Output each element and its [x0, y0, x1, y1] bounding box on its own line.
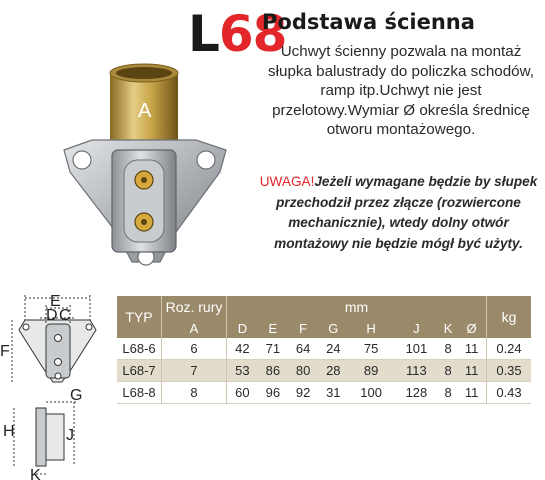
dim-label-d: D	[46, 307, 58, 324]
table-row	[117, 338, 531, 360]
spec-table	[117, 296, 531, 404]
cell-kg: 0.35	[487, 360, 532, 382]
dim-label-e: E	[50, 293, 61, 310]
cell-g: 31	[326, 385, 341, 400]
cell-a: 6	[162, 338, 227, 360]
cell-e: 71	[265, 341, 281, 356]
dim-label-f: F	[0, 343, 10, 360]
subheader-k: K	[439, 318, 457, 338]
cell-typ: L68-8	[117, 382, 162, 404]
subheader-h: H	[348, 318, 393, 338]
warning-label: UWAGA!	[259, 174, 315, 189]
table-row	[117, 382, 531, 404]
cell-a: 7	[162, 360, 227, 382]
cell-a: 8	[162, 382, 227, 404]
subheader-g: G	[318, 318, 348, 338]
cell-h: 89	[348, 360, 393, 382]
subheader-a: A	[162, 318, 227, 338]
cell-d: 42	[235, 341, 250, 356]
subheader-e: E	[258, 318, 288, 338]
cell-typ: L68-7	[117, 360, 162, 382]
dim-label-j: J	[66, 427, 74, 444]
cell-g: 28	[318, 360, 348, 382]
cell-f: 92	[295, 385, 311, 400]
cell-kg: 0.24	[496, 341, 522, 356]
cell-g: 24	[326, 341, 341, 356]
cell-diameter: 11	[457, 360, 486, 382]
collar	[112, 150, 176, 252]
cell-h: 75	[363, 341, 379, 356]
subheader-d: D	[227, 318, 258, 338]
cell-e: 96	[265, 385, 281, 400]
cell-d: 53	[227, 360, 258, 382]
header-roz-rury: Roz. rury	[162, 296, 227, 318]
header-mm: mm	[227, 296, 487, 318]
dim-label-g: G	[70, 387, 83, 404]
product-description: Uchwyt ścienny pozwala na montaż słupka balustrady do policzka schodów, ramp itp.Uchwyt nie jest przelotowy.Wymiar Ø określa średnicę otworu montażowego.	[268, 43, 534, 138]
cell-typ: L68-6	[117, 338, 162, 360]
subheader-j: J	[394, 318, 439, 338]
product-title: Podstawa ścienna	[262, 10, 475, 34]
dim-label-h: H	[3, 423, 15, 440]
cell-d: 60	[235, 385, 250, 400]
cell-e: 86	[258, 360, 288, 382]
header-kg: kg	[487, 296, 532, 338]
cell-f: 64	[295, 341, 311, 356]
dimension-diagram	[0, 290, 115, 480]
cell-k: 8	[444, 341, 452, 356]
subheader-diameter: Ø	[457, 318, 486, 338]
product-code-letter: L	[188, 5, 219, 63]
cell-diameter: 11	[457, 382, 486, 404]
cell-k: 8	[444, 385, 452, 400]
cell-k: 8	[439, 360, 457, 382]
subheader-f: F	[288, 318, 318, 338]
cell-kg: 0.43	[496, 385, 522, 400]
cell-j: 101	[405, 341, 428, 356]
cell-j: 113	[394, 360, 439, 382]
header-typ: TYP	[117, 296, 162, 338]
dim-label-c: C	[59, 307, 71, 324]
cell-diameter: 11	[457, 338, 486, 360]
cell-h: 100	[360, 385, 382, 400]
dim-label-k: K	[30, 467, 41, 480]
table-row	[117, 360, 531, 382]
warning-note	[256, 172, 541, 254]
warning-text: Jeżeli wymagane będzie by słupek przechodził przez złącze (rozwiercone mechanicznie), wtedy dolny otwór montażowy nie będzie mógł być użyty.	[274, 174, 538, 251]
product-code-number: 68	[218, 5, 287, 63]
tube-label: A	[138, 100, 152, 122]
cell-j: 128	[405, 385, 428, 400]
cell-f: 80	[288, 360, 318, 382]
